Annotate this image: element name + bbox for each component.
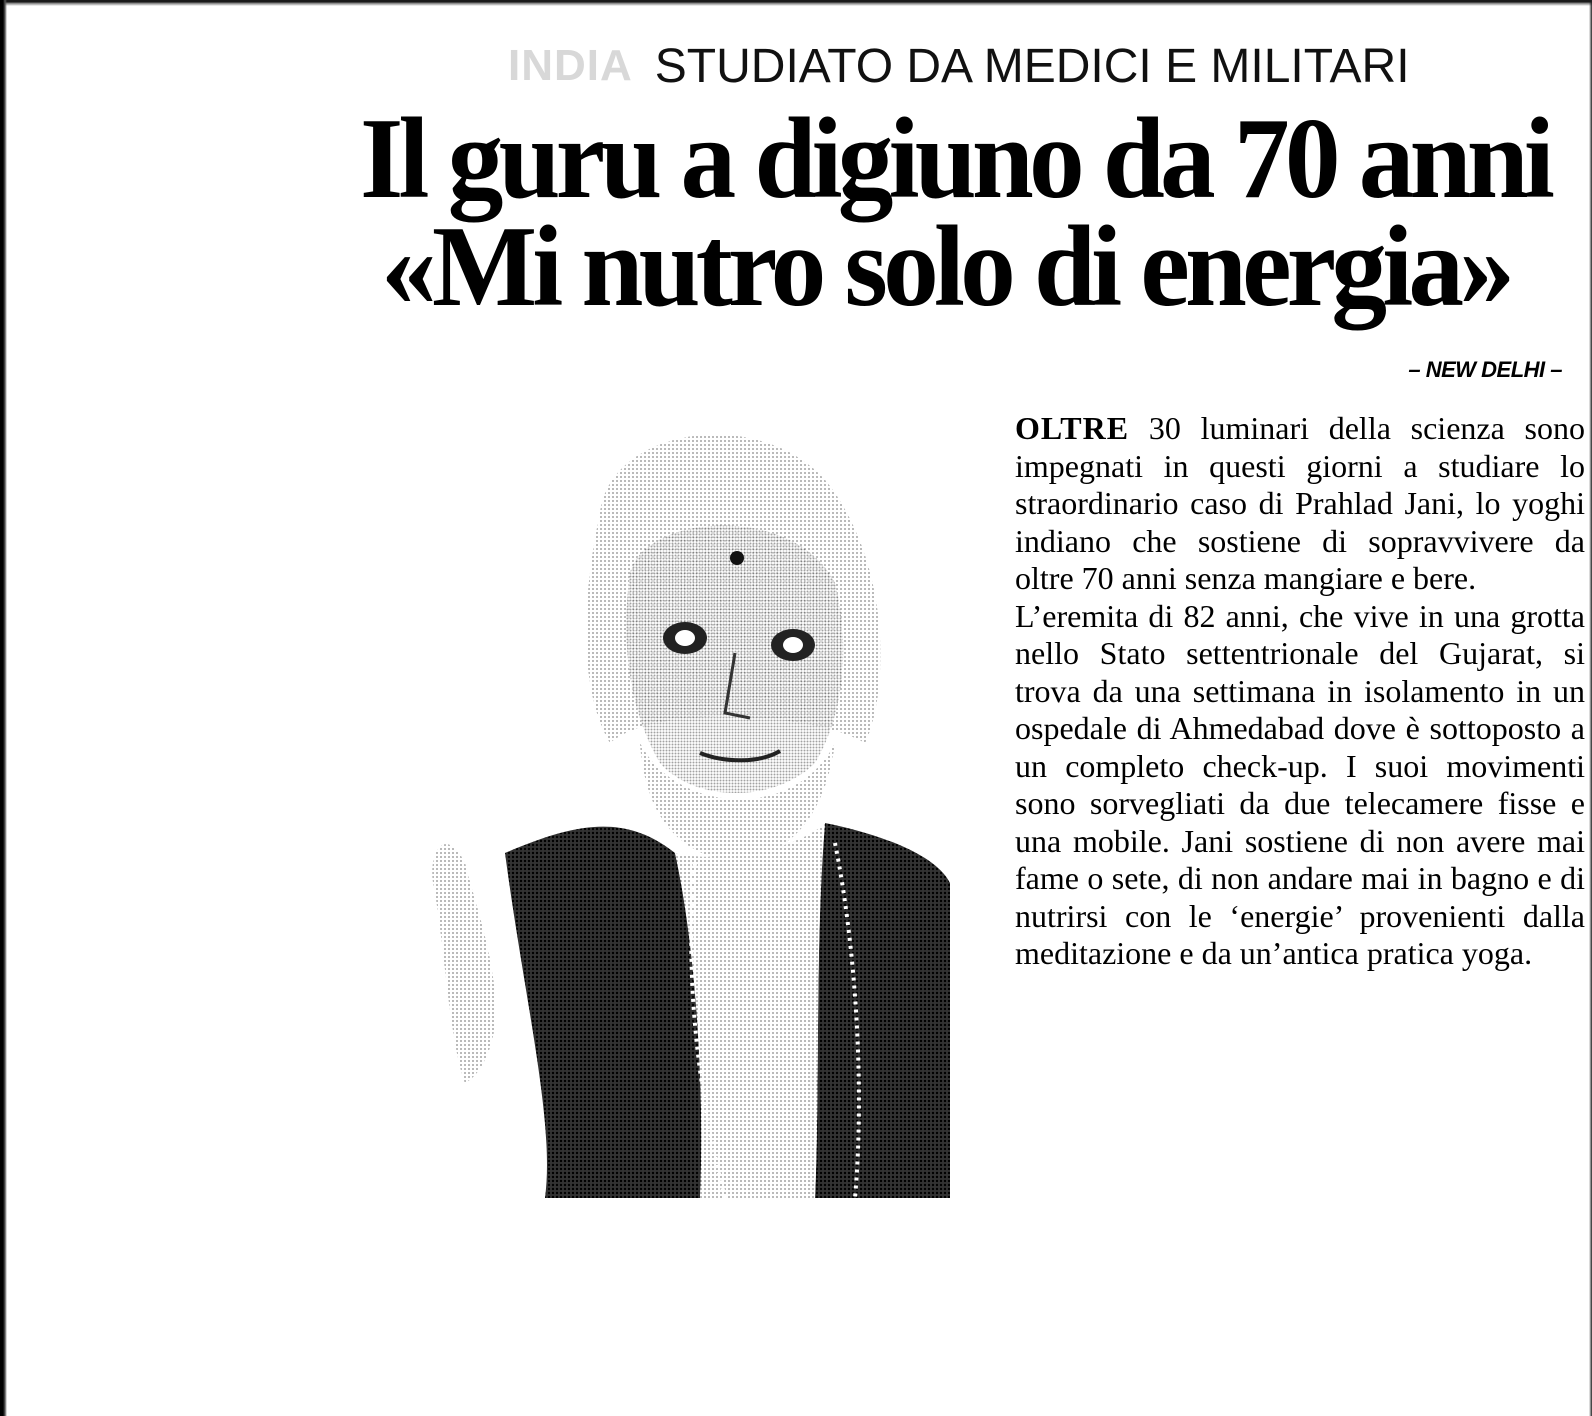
paragraph-1-text: 30 luminari della scienza sono impegnati in questi giorni a studiare lo straordinario caso di Prahlad Jani, lo yoghi indiano che sostiene di sopravvivere da oltre 70 anni senza mangiare e bere. [1015, 410, 1585, 596]
scan-edge-left [0, 0, 7, 1416]
lead-word: OLTRE [1015, 410, 1130, 446]
scan-edge-top [0, 0, 1592, 6]
paragraph-2: L’eremita di 82 anni, che vive in una grotta nello Stato settentrionale del Gujarat, si trova da una settimana in isolamento in un ospedale di Ahmedabad dove è sottoposto a un completo check-up. I suoi movimenti sono sorvegliati da due telecamere fisse e una mobile. Jani sostiene di non avere mai fame o sete, di non andare mai in bagno e di nutrirsi con le ‘energie’ provenienti dalla meditazione e da un’antica pratica yoga. [1015, 597, 1585, 971]
headline [360, 95, 1551, 331]
article-body [1015, 410, 1585, 973]
kicker [508, 38, 1448, 94]
portrait-photo [395, 383, 960, 1198]
headline-line-1: Il guru a digiuno da 70 anni [360, 95, 1551, 223]
section-tag: INDIA [508, 41, 633, 90]
paragraph-1 [1015, 410, 1585, 598]
dateline: – NEW DELHI – [1408, 357, 1562, 382]
kicker-text: STUDIATO DA MEDICI E MILITARI [654, 39, 1410, 93]
headline-line-2: «Mi nutro solo di energia» [381, 203, 1511, 331]
